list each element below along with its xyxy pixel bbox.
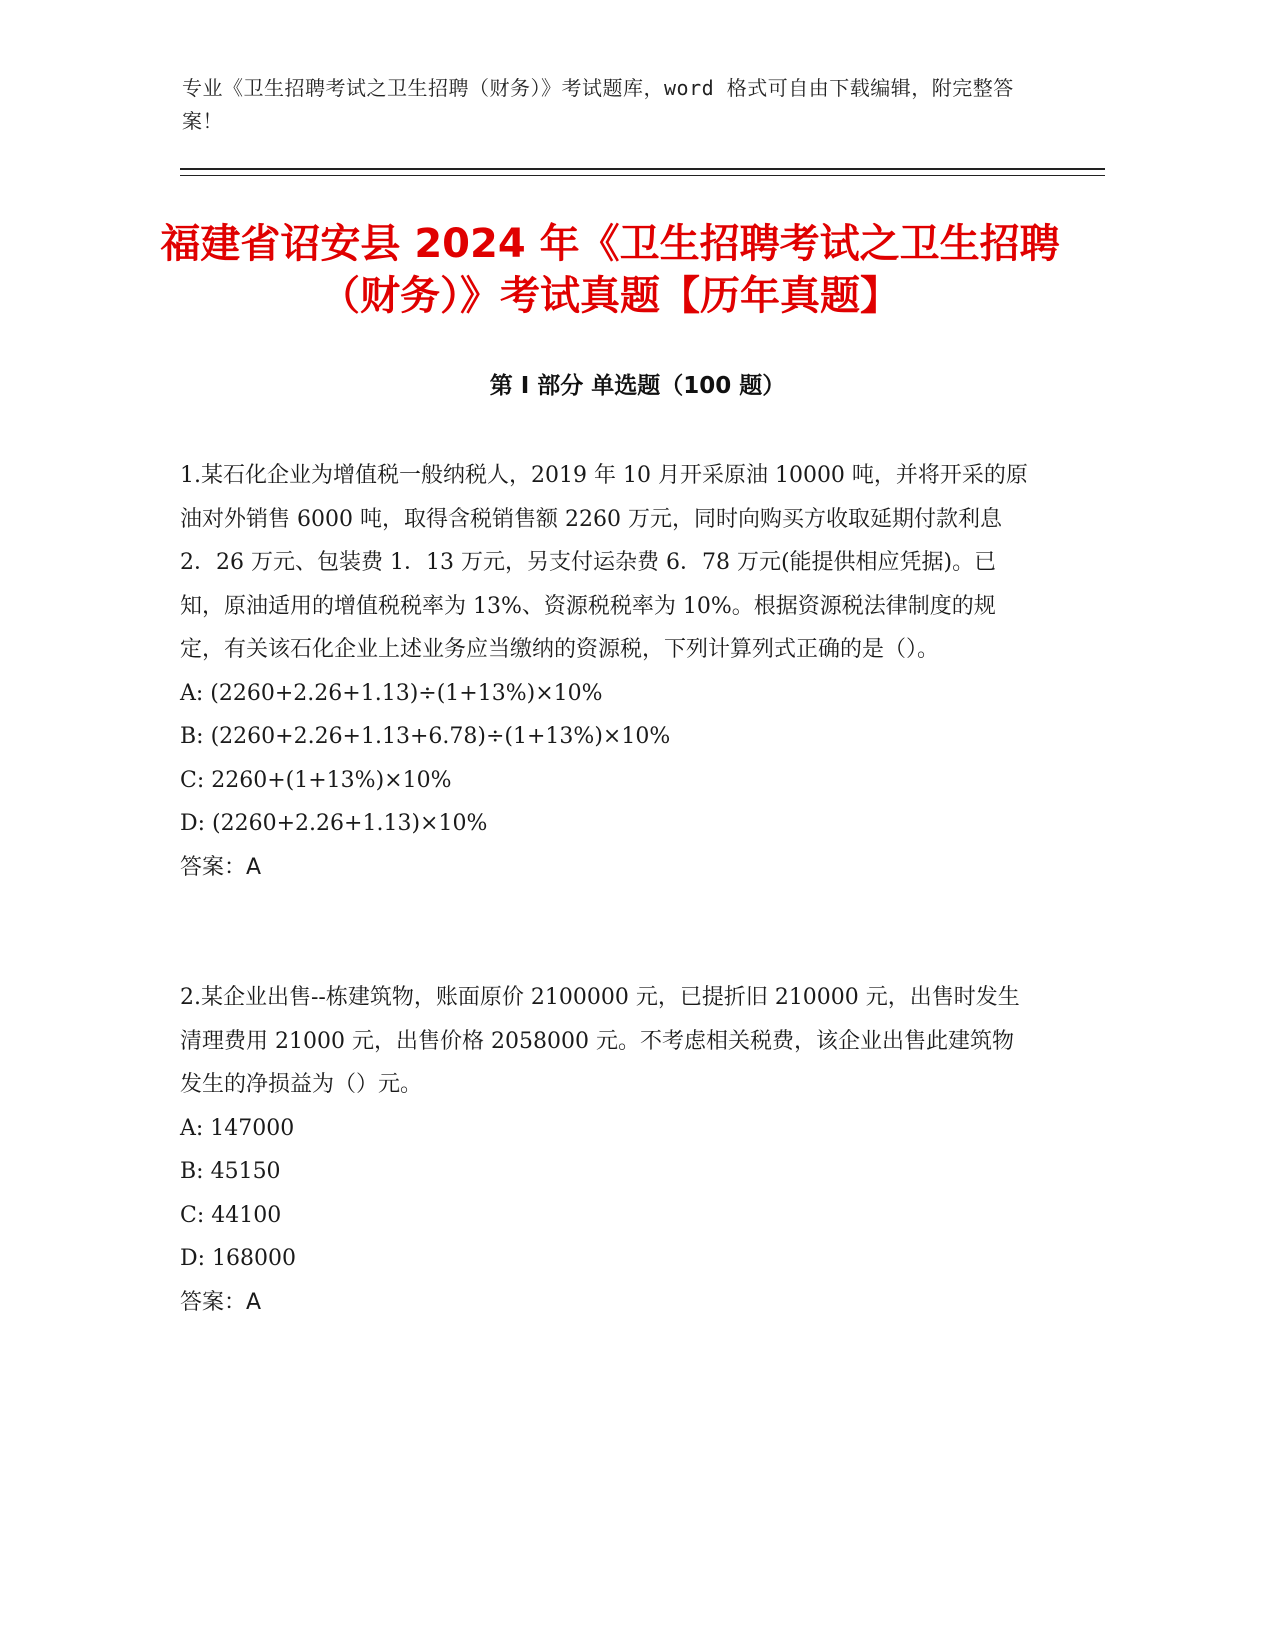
header-divider-thick — [180, 168, 1105, 170]
question-2 — [180, 976, 1030, 1324]
option-c: C: 44100 — [180, 1202, 282, 1228]
option-a: A: 147000 — [180, 1115, 295, 1141]
answer-line: 答案：A — [180, 1289, 262, 1315]
answer-line: 答案：A — [180, 854, 262, 880]
option-d: D: (2260+2.26+1.13)×10% — [180, 811, 488, 836]
option-b: B: 45150 — [180, 1159, 281, 1184]
question-1 — [180, 454, 1030, 889]
section-heading: 第 I 部分 单选题（100 题） — [489, 373, 786, 399]
option-b: B: (2260+2.26+1.13+6.78)÷(1+13%)×10% — [180, 724, 671, 749]
header-divider-thin — [180, 175, 1105, 176]
option-a: A: (2260+2.26+1.13)÷(1+13%)×10% — [180, 680, 603, 706]
question-stem: 1.某石化企业为增值税一般纳税人，2019 年 10 月开采原油 10000 吨，并将开采的原油对外销售 6000 吨，取得含税销售额 2260 万元，同时向购买方收取延期付款利息 2．26 万元、包装费 1．13 万元，另支付运杂费 6．78 万元(能提供相应凭据)。已知，原油适用的增值税税率为 13%、资源税税率为 10%。根据资源税法律制度的规定，有关该石化企业上述业务应当缴纳的资源税，下列计算列式正确的是（）。 — [180, 463, 1028, 662]
question-stem: 2.某企业出售--栋建筑物，账面原价 2100000 元，已提折旧 210000 元，出售时发生清理费用 21000 元，出售价格 2058000 元。不考虑相关税费，该企业出售此建筑物发生的净损益为（）元。 — [180, 985, 1020, 1097]
option-d: D: 168000 — [180, 1246, 297, 1271]
header-note: 专业《卫生招聘考试之卫生招聘（财务）》考试题库，word 格式可自由下载编辑，附完整答案！ — [182, 76, 1014, 133]
document-title: 福建省诏安县 2024 年《卫生招聘考试之卫生招聘（财务）》考试真题【历年真题】 — [160, 221, 1060, 319]
option-c: C: 2260+(1+13%)×10% — [180, 767, 452, 793]
